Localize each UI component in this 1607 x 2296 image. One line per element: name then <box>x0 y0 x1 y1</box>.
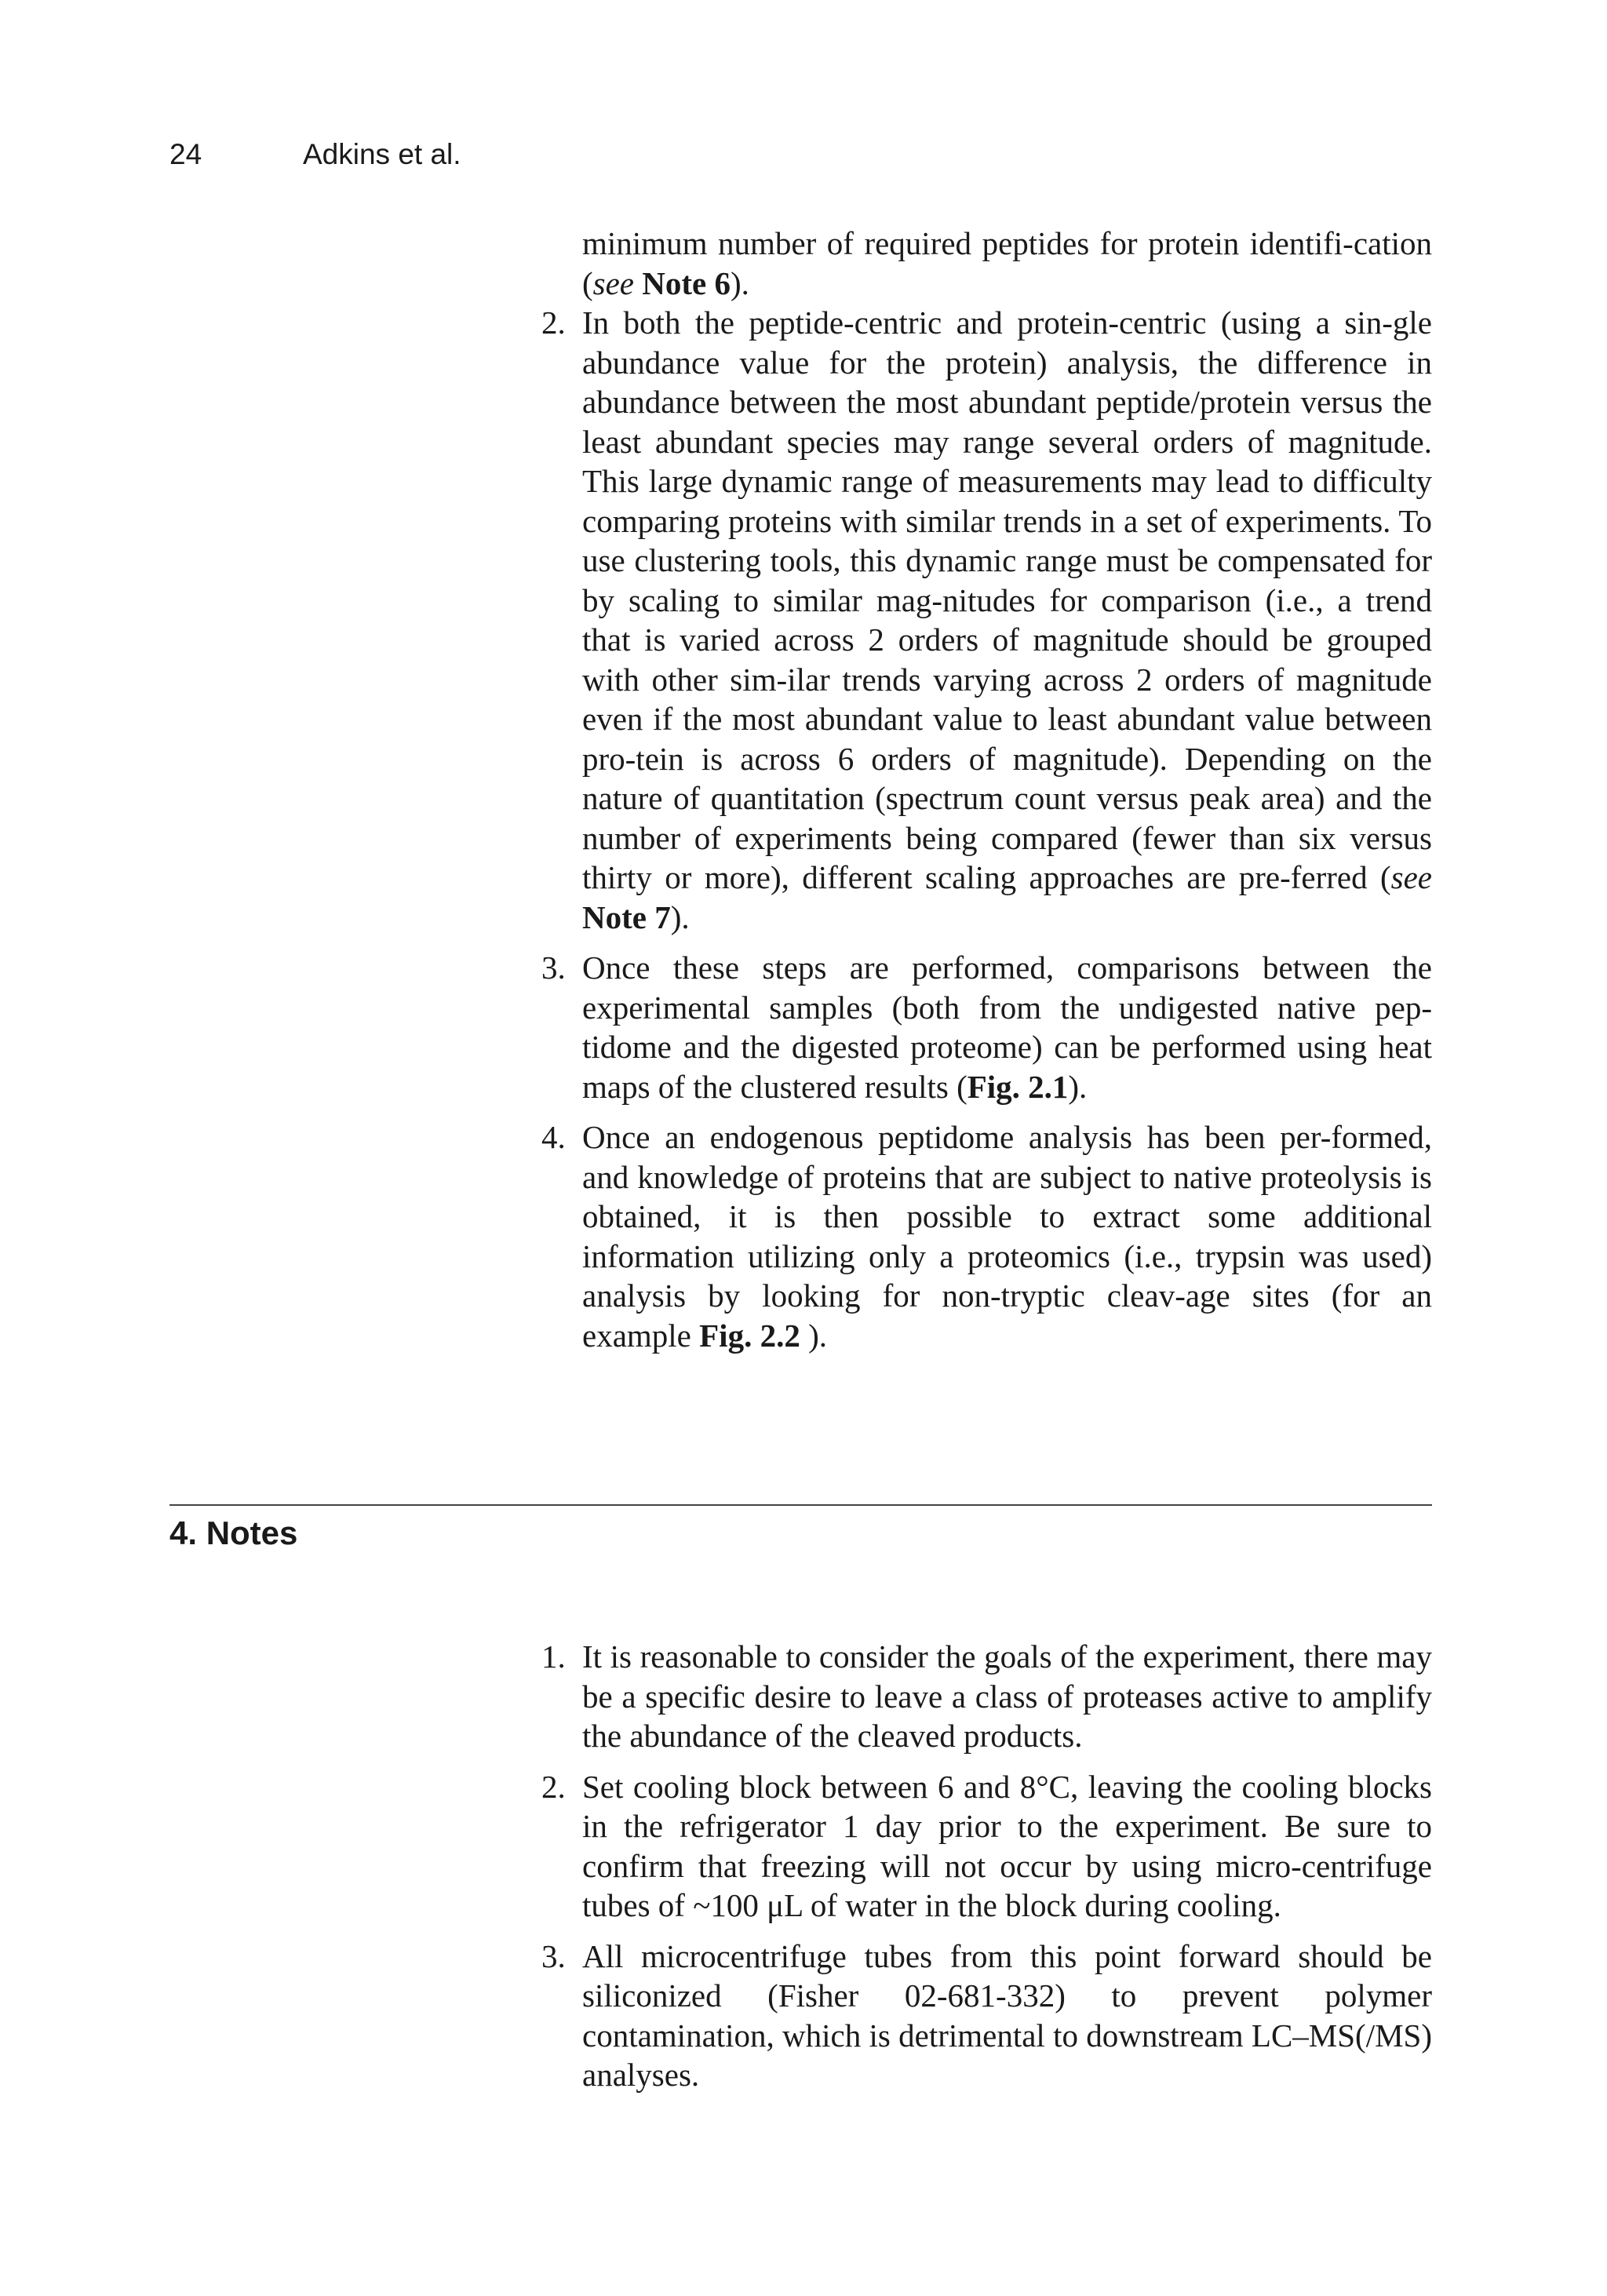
note-number: 2. <box>541 1768 566 1805</box>
item-number: 4. <box>541 1119 566 1155</box>
note-number: 3. <box>541 1937 566 1974</box>
note-item <box>541 1767 1432 1926</box>
note-text: All microcentrifuge tubes from this point forward should be siliconized (Fisher 02-681-332) to prevent polymer contamination, which is detrimental to downstream LC–MS(/MS) analyses. <box>582 1937 1432 2093</box>
note-reference: Note 6 <box>642 264 731 301</box>
list-item: 4. Once an endogenous peptidome analysis has been per-formed, and knowledge of proteins that are subject to native proteolysis is obtained, it is then possible to extract some additional information utilizing only a proteomics (i.e., trypsin was used) analysis by looking for non-tryptic cleav-age sites (for an example Fig. 2.2 ). <box>541 1119 1432 1354</box>
note-text: Set cooling block between 6 and 8°C, leaving the cooling blocks in the refrigerator 1 day prior to the experiment. Be sure to confirm that freezing will not occur by using micro-centrifuge tubes of ~100 μL of water in the block during cooling. <box>582 1768 1432 1923</box>
notes-list <box>541 1637 1432 2106</box>
note-item <box>541 1637 1432 1756</box>
page-number: 24 <box>169 138 202 170</box>
running-head <box>169 137 461 173</box>
list-item: 3. Once these steps are performed, comparisons between the experimental samples (both from the undigested native pep-tidome and the digested proteome) can be performed using heat maps of the clustered results (Fig. 2.1). <box>541 949 1432 1105</box>
section-heading: 4. Notes <box>169 1514 298 1551</box>
see-reference: see <box>592 264 635 301</box>
see-reference: see <box>1390 859 1432 895</box>
figure-reference: Fig. 2.2 <box>699 1317 800 1354</box>
item-number: 2. <box>541 304 566 341</box>
section-divider <box>169 1504 1432 1506</box>
figure-reference: Fig. 2.1 <box>967 1068 1069 1105</box>
methods-list <box>541 224 1432 1366</box>
note-number: 1. <box>541 1638 566 1675</box>
continuation-paragraph: minimum number of required peptides for protein identifi-cation (see Note 6). <box>582 225 1432 301</box>
note-item <box>541 1937 1432 2095</box>
list-item: 2. In both the peptide-centric and protein-centric (using a sin-gle abundance value for the protein) analysis, the difference in abundance between the most abundant peptide/protein versus the least abundant species may range several orders of magnitude. This large dynamic range of measurements may lead to difficulty comparing proteins with similar trends in a set of experiments. To use clustering tools, this dynamic range must be compensated for by scaling to similar mag-nitudes for comparison (i.e., a trend that is varied across 2 orders of magnitude should be grouped with other sim-ilar trends varying across 2 orders of magnitude even if the most abundant value to least abundant value between pro-tein is across 6 orders of magnitude). Depending on the nature of quantitation (spectrum count versus peak area) and the number of experiments being compared (fewer than six versus thirty or more), different scaling approaches are pre-ferred (see Note 7). <box>541 304 1432 935</box>
item-number: 3. <box>541 949 566 986</box>
note-text: It is reasonable to consider the goals of the experiment, there may be a specific desire to leave a class of proteases active to amplify the abundance of the cleaved products. <box>582 1638 1432 1754</box>
author-running-title: Adkins et al. <box>303 138 461 170</box>
note-reference: Note 7 <box>582 898 671 935</box>
